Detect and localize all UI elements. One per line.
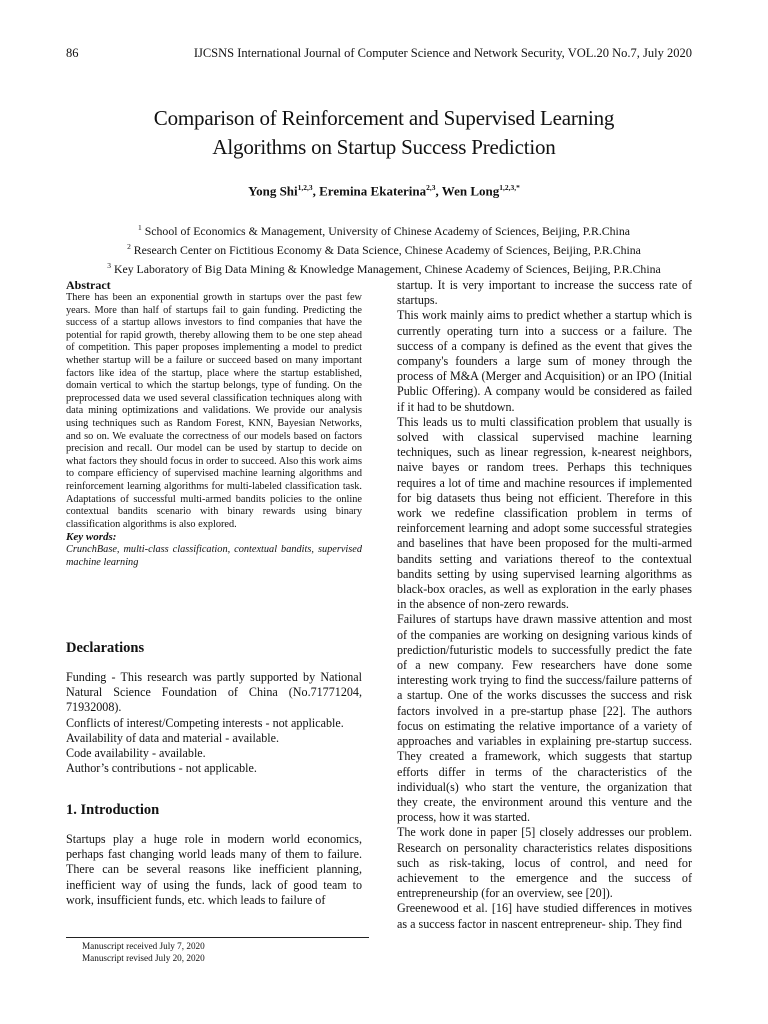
affiliation-sup: 3: [107, 260, 111, 270]
journal-citation: IJCSNS International Journal of Computer Science and Network Security, VOL.20 No.7, July 2020: [193, 46, 692, 60]
affiliation-text: Key Laboratory of Big Data Mining & Knowledge Management, Chinese Academy of Sciences, Beijing, P.R.China: [113, 261, 661, 276]
page-number: 86: [66, 46, 79, 60]
declaration-item: Conflicts of interest/Competing interests - not applicable.: [66, 715, 344, 730]
affiliation-sup: 2: [127, 241, 131, 251]
left-column: [66, 278, 362, 569]
paper-title: [60, 104, 708, 162]
affiliation-sup: 1: [138, 223, 142, 232]
keywords-text: CrunchBase, multi-class classification, contextual bandits, supervised machine learning: [66, 544, 362, 568]
paragraph: The work done in paper [5] closely addresses our problem. Research on personality characteristics relates dispositions such as risk-taking, locus of control, and need for achievement to the emergence and the success of entrepreneurship (for an overview, see [20]).: [397, 825, 692, 901]
affiliation: [60, 258, 708, 277]
author-affil-sup: 1,2,3,*: [499, 183, 520, 192]
declarations-section: [66, 670, 362, 776]
author-name: Eremina Ekaterina: [319, 183, 427, 199]
declaration-item: Code availability - available.: [66, 746, 206, 761]
declaration-item: Funding - This research was partly supported by National Natural Science Foundation of China (No.71771204, 71932008).: [66, 670, 362, 715]
paragraph: Failures of startups have drawn massive attention and most of the companies are working on designing various kinds of prediction/futuristic models to successfully predict the fate of a new company. Few researchers have done some interesting work trying to find the success/failure patterns of a startup. One of the works discusses the success and risk factors involved in a pre-startup phase [22]. The authors focus on estimating the relative importance of a variety of approaches and variables in explaining pre-startup success. They created a framework, which suggests that startup efforts differ in terms of the characteristics of the individual(s) who start the venture, the organization that they create, the environment around this venture and the process, how it was started.: [397, 612, 692, 825]
paragraph: startup. It is very important to increase the success rate of startups.: [397, 278, 692, 308]
author-sep: ,: [312, 183, 320, 199]
author-sep: ,: [435, 183, 442, 199]
footnotes: [82, 941, 205, 964]
introduction-heading: 1. Introduction: [66, 802, 160, 818]
footnote: Manuscript received July 7, 2020: [82, 941, 205, 951]
affiliation: [60, 220, 708, 239]
title-line-1: Comparison of Reinforcement and Supervised Learning: [153, 106, 615, 130]
footnote: Manuscript revised July 20, 2020: [82, 952, 205, 963]
author-name: Wen Long: [441, 183, 500, 199]
title-line-2: Algorithms on Startup Success Prediction: [212, 135, 556, 159]
affiliations: [60, 220, 708, 277]
keywords-heading: Key words:: [66, 531, 117, 544]
declarations-heading: Declarations: [66, 640, 145, 656]
paragraph: This leads us to multi classification problem that usually is solved with classical supervised machine learning techniques, such as linear regression, k-nearest neighbors, naive bayes or random trees. Perhaps this techniques requires a lot of time and machine resources if implemented for big datasets thus being not efficient. Therefore in this work we redefine classification problem in terms of reinforcement learning and adopt some successful strategies and baselines that have been proposed for the multi-armed bandits setting and variations thereof to the contextual bandits setting by using supervised learning algorithms as black-box oracles, as well as exploration in the early phases in the absence of non-zero rewards.: [397, 414, 692, 612]
introduction-text: Startups play a huge role in modern world economics, perhaps fast changing world leads many of them to failure. There can be several reasons like inefficient planning, inefficient way of using the funds, lack of good team to work, insufficient funds, etc. which leads to failure of: [66, 832, 362, 907]
right-column: [397, 278, 692, 932]
affiliation: [60, 239, 708, 258]
author-list: [60, 183, 708, 199]
footnote-rule: [66, 937, 369, 938]
paragraph: This work mainly aims to predict whether a startup which is currently operating turn into a success or a failure. The success of a company is defined as the event that gives the company's founders a large sum of money through the process of M&A (Merger and Acquisition) or an IPO (Initial Public Offering). A company would be considered as failed if it had to be shutdown.: [397, 308, 692, 414]
declaration-item: Author’s contributions - not applicable.: [66, 761, 257, 776]
declaration-item: Availability of data and material - available.: [66, 730, 280, 745]
affiliation-text: School of Economics & Management, University of Chinese Academy of Sciences, Beijing, P.R.China: [144, 223, 630, 238]
author-affil-sup: 2,3: [426, 183, 436, 192]
affiliation-text: Research Center on Fictitious Economy & Data Science, Chinese Academy of Sciences, Beijing, P.R.China: [133, 242, 641, 257]
author-name: Yong Shi: [248, 183, 298, 199]
abstract-heading: Abstract: [66, 278, 111, 292]
abstract-text: There has been an exponential growth in startups over the past few years. More than half of startups fail to gain funding. Predicting the success of a startup allows investors to find companies that have the potential for rapid growth, thereby allowing them to be one step ahead of competition. This paper proposes implementing a model to predict whether startup will be a failure or succeed based on many important factors like idea of the startup, place where the startup established, domain vertical to which the startup belongs, type of funding. On the preprocessed data we used several classification techniques along with data mining optimizations and validations. We provide our analysis using techniques such as Random Forest, KNN, Bayesian Networks, and so on. We evaluate the correctness of our models based on factors precision and recall. Our model can be used by startup to decide on what factors they should focus in order to succeed. Also this work aims to compare efficiency of supervised machine learning algorithms and reinforcement learning algorithms for multi-labeled classification task. Adaptations of successful multi-armed bandits policies to the online contextual bandits scenario with binary rewards using binary classification algorithms is also explored.: [66, 292, 362, 530]
paragraph: Greenewood et al. [16] have studied differences in motives as a success factor in nascent entrepreneur- ship. They find: [397, 901, 692, 931]
author-affil-sup: 1,2,3: [297, 183, 313, 192]
